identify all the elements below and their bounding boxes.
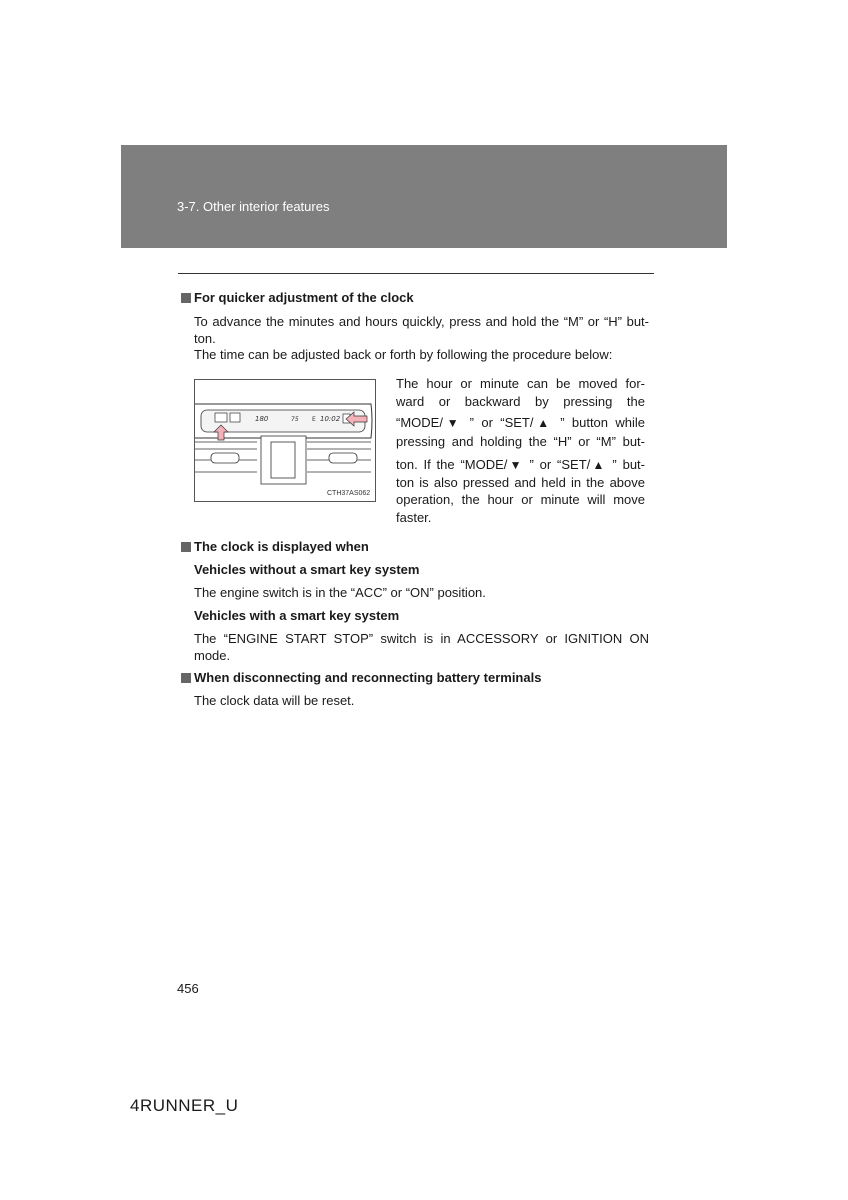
text-no-smart-key: The engine switch is in the “ACC” or “ON” position. — [194, 585, 486, 600]
quick-adjust-para1-line1: To advance the minutes and hours quickly, press and hold the “M” or “H” but- — [194, 314, 649, 329]
heading-battery — [181, 670, 541, 685]
text-smart-key-line1: The “ENGINE START STOP” switch is in ACCESSORY or IGNITION ON — [194, 631, 649, 646]
text-smart-key-line2: mode. — [194, 648, 231, 663]
side-text-line8: faster. — [396, 510, 432, 525]
side-text-line7: operation, the hour or minute will move — [396, 492, 645, 507]
clock-display-figure — [194, 379, 376, 502]
triangle-down-icon: ▼ — [507, 458, 524, 472]
side-text-line5: ton. If the “MODE/▼ ” or “SET/▲ ” but- — [396, 457, 645, 472]
heading-battery-text: When disconnecting and reconnecting battery terminals — [194, 670, 542, 685]
display-temp: 180 — [255, 415, 269, 423]
header-band — [121, 145, 727, 248]
side-text-line2: ward or backward by pressing the — [396, 394, 645, 409]
console-illustration — [195, 380, 375, 501]
side-text-line4: pressing and holding the “H” or “M” but- — [396, 434, 645, 449]
subheading-smart-key: Vehicles with a smart key system — [194, 608, 400, 623]
triangle-down-icon: ▼ — [442, 416, 463, 430]
side-text-line3: “MODE/▼ ” or “SET/▲ ” button while — [396, 415, 645, 430]
subheading-no-smart-key: Vehicles without a smart key system — [194, 562, 420, 577]
section-title: 3-7. Other interior features — [177, 199, 330, 214]
quick-adjust-para2: The time can be adjusted back or forth by following the procedure below: — [194, 347, 613, 362]
triangle-up-icon: ▲ — [533, 416, 553, 430]
display-compass: E — [312, 416, 316, 423]
divider-rule — [178, 273, 654, 274]
heading-clock-displayed-text: The clock is displayed when — [194, 539, 369, 554]
bullet-square-icon — [181, 542, 191, 552]
bullet-square-icon — [181, 673, 191, 683]
heading-quick-adjust — [181, 290, 414, 305]
display-time: 10:02 — [320, 415, 341, 423]
side-text-line1: The hour or minute can be moved for- — [396, 376, 645, 391]
footer-model: 4RUNNER_U — [130, 1096, 239, 1115]
bullet-square-icon — [181, 293, 191, 303]
side-text-line6: ton is also pressed and held in the above — [396, 475, 645, 490]
text-battery: The clock data will be reset. — [194, 693, 355, 708]
heading-clock-displayed — [181, 539, 369, 554]
quick-adjust-para1-line2: ton. — [194, 331, 216, 346]
figure-code: CTH37AS062 — [327, 490, 371, 497]
display-outside-temp: 75 — [291, 416, 299, 423]
page-number: 456 — [177, 981, 199, 996]
triangle-up-icon: ▲ — [590, 458, 607, 472]
heading-quick-adjust-text: For quicker adjustment of the clock — [194, 290, 414, 305]
